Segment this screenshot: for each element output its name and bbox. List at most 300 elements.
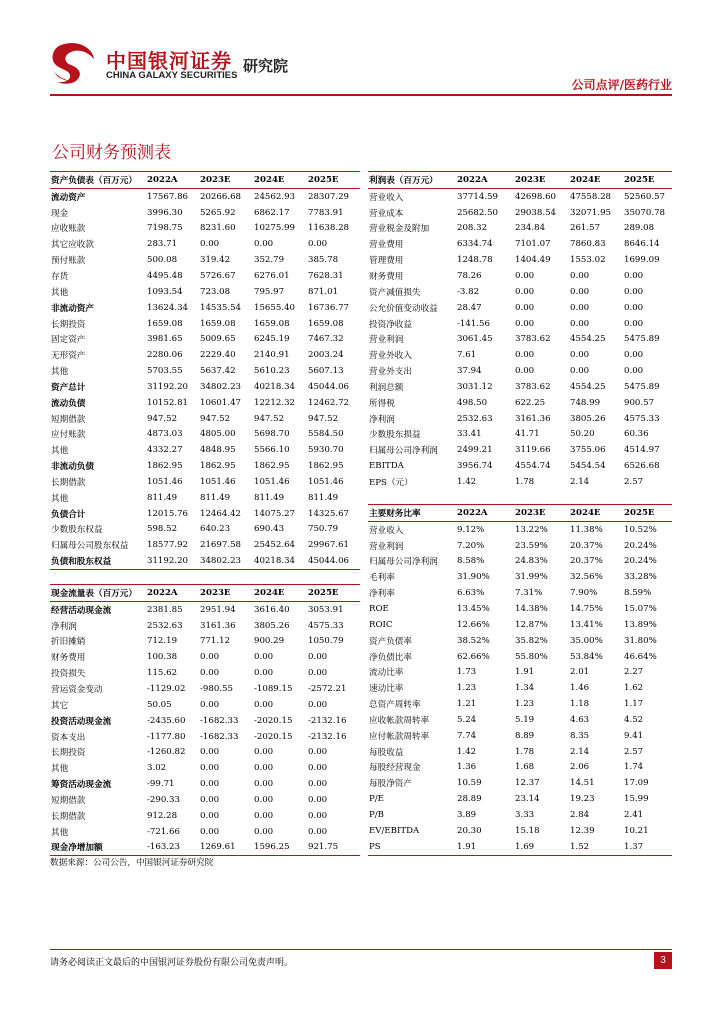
- value-cell: 795.97: [254, 286, 285, 297]
- table-row: [368, 474, 672, 490]
- value-cell: 10.21: [624, 825, 649, 836]
- value-cell: 35070.78: [624, 207, 666, 218]
- value-cell: 25682.50: [457, 207, 499, 218]
- table-row: [50, 284, 360, 300]
- value-cell: -1089.15: [254, 683, 293, 694]
- table-row: [50, 776, 360, 792]
- value-cell: 0.00: [570, 302, 590, 313]
- row-label: 毛利率: [369, 573, 395, 584]
- value-cell: 319.42: [200, 255, 231, 266]
- value-cell: 24.83%: [515, 556, 548, 567]
- value-cell: 0.00: [254, 668, 274, 679]
- value-cell: 0.00: [515, 286, 535, 297]
- table-row: [368, 442, 672, 458]
- value-cell: 15.18: [515, 825, 540, 836]
- table-row: [50, 760, 360, 776]
- value-cell: 28307.29: [308, 191, 350, 202]
- table-row: [368, 252, 672, 268]
- table-row: [368, 268, 672, 284]
- value-cell: 0.00: [254, 794, 274, 805]
- table-row: [50, 681, 360, 697]
- balance-sheet-table: [50, 171, 360, 570]
- year-header-cell: 2022A: [146, 585, 199, 602]
- value-cell: 7783.91: [308, 207, 344, 218]
- table-row: [368, 347, 672, 363]
- table-row: [50, 236, 360, 252]
- value-cell: 5726.67: [200, 270, 236, 281]
- value-cell: 5610.23: [254, 366, 290, 377]
- value-cell: 14.38%: [515, 603, 548, 614]
- row-label: 营业收入: [369, 525, 404, 536]
- value-cell: 13624.34: [147, 302, 189, 313]
- table-row: [368, 633, 672, 649]
- value-cell: 0.00: [254, 239, 274, 250]
- year-header-cell: 2023E: [199, 585, 253, 602]
- value-cell: 12.87%: [515, 619, 548, 630]
- value-cell: 748.99: [570, 397, 601, 408]
- value-cell: 0.00: [254, 747, 274, 758]
- value-cell: 1.37: [623, 839, 672, 855]
- value-cell: 3.33: [515, 809, 535, 820]
- value-cell: 5475.89: [624, 334, 660, 345]
- table-row: [50, 188, 360, 204]
- row-label: 归属母公司股东权益: [51, 541, 129, 552]
- value-cell: 385.78: [308, 255, 339, 266]
- table-row: [50, 808, 360, 824]
- value-cell: 7860.83: [570, 239, 606, 250]
- table-row: [368, 617, 672, 633]
- value-cell: 2140.91: [254, 350, 290, 361]
- value-cell: 2.06: [570, 762, 590, 773]
- value-cell: 3061.45: [457, 334, 493, 345]
- value-cell: 0.00: [308, 826, 328, 837]
- value-cell: 690.43: [254, 524, 285, 535]
- row-label: 营业费用: [369, 240, 404, 251]
- value-cell: 289.08: [624, 223, 655, 234]
- value-cell: 3119.66: [515, 445, 551, 456]
- row-label: 投资净收益: [369, 319, 412, 330]
- value-cell: 14325.67: [308, 508, 350, 519]
- brand-name-en: CHINA GALAXY SECURITIES: [106, 70, 238, 81]
- value-cell: 32.56%: [570, 572, 603, 583]
- row-label: 归属母公司净利润: [369, 446, 438, 457]
- value-cell: 0.00: [308, 239, 328, 250]
- value-cell: 25452.64: [254, 540, 296, 551]
- value-cell: 10601.47: [200, 397, 242, 408]
- table-row: [368, 363, 672, 379]
- value-cell: 7101.07: [515, 239, 551, 250]
- value-cell: 0.00: [570, 286, 590, 297]
- value-cell: 0.00: [515, 350, 535, 361]
- value-cell: 2499.21: [457, 445, 493, 456]
- value-cell: 0.00: [515, 302, 535, 313]
- value-cell: 2.01: [570, 667, 590, 678]
- value-cell: 3805.26: [254, 620, 290, 631]
- row-label: EPS（元）: [369, 477, 413, 488]
- row-label: 所得税: [369, 398, 395, 409]
- value-cell: 352.79: [254, 255, 285, 266]
- value-cell: 5.24: [457, 714, 477, 725]
- value-cell: 5584.50: [308, 429, 344, 440]
- value-cell: 0.00: [624, 302, 644, 313]
- value-cell: 1553.02: [570, 255, 606, 266]
- value-cell: 912.28: [147, 810, 178, 821]
- value-cell: -980.55: [200, 683, 233, 694]
- value-cell: 3.02: [147, 763, 167, 774]
- row-label: 速动比率: [369, 684, 404, 695]
- value-cell: 40218.34: [254, 381, 296, 392]
- value-cell: 640.23: [200, 524, 231, 535]
- value-cell: 11638.28: [308, 223, 350, 234]
- value-cell: 3031.12: [457, 381, 493, 392]
- value-cell: 34802.23: [199, 553, 253, 569]
- row-label: 净负债比率: [369, 652, 412, 663]
- footer-divider: [50, 949, 672, 950]
- value-cell: 8.89: [515, 730, 535, 741]
- value-cell: 20.30: [457, 825, 482, 836]
- value-cell: 5637.42: [200, 366, 236, 377]
- value-cell: 811.49: [200, 492, 231, 503]
- value-cell: 0.00: [308, 699, 328, 710]
- value-cell: 12.37: [515, 778, 540, 789]
- value-cell: 60.36: [624, 429, 649, 440]
- value-cell: 10152.81: [147, 397, 189, 408]
- table-row: [368, 411, 672, 427]
- table-row: [368, 538, 672, 554]
- value-cell: 14.75%: [570, 603, 603, 614]
- row-label: 其他: [51, 367, 69, 378]
- value-cell: 28.47: [457, 302, 482, 313]
- row-label: 经营活动现金流: [51, 605, 112, 616]
- value-cell: 12.39: [570, 825, 595, 836]
- table-row: [50, 300, 360, 316]
- table-header-row: [368, 172, 672, 189]
- table-row: [368, 458, 672, 474]
- table-row: [50, 634, 360, 650]
- value-cell: 234.84: [515, 223, 546, 234]
- year-header-cell: 2023E: [199, 172, 253, 189]
- row-label: 营业税金及附加: [369, 224, 430, 235]
- row-label: 少数股东权益: [51, 525, 103, 536]
- value-cell: 2229.40: [200, 350, 236, 361]
- table-row: [50, 268, 360, 284]
- value-cell: 5566.10: [254, 445, 290, 456]
- table-header-row: [50, 585, 360, 602]
- value-cell: 1.23: [515, 699, 535, 710]
- value-cell: 15.99: [624, 794, 649, 805]
- year-header-cell: 2023E: [514, 505, 569, 522]
- value-cell: 15.07%: [624, 603, 657, 614]
- value-cell: 1093.54: [147, 286, 183, 297]
- value-cell: 13.22%: [515, 524, 548, 535]
- value-cell: -2020.15: [254, 715, 293, 726]
- value-cell: 1.78: [515, 476, 535, 487]
- value-cell: 1.34: [515, 683, 535, 694]
- value-cell: -2132.16: [308, 731, 347, 742]
- value-cell: 622.25: [515, 397, 546, 408]
- value-cell: 29967.61: [308, 540, 350, 551]
- value-cell: 9.12%: [457, 524, 485, 535]
- header-divider: [50, 94, 672, 96]
- row-label: 投资活动现金流: [51, 716, 112, 727]
- table-row: [368, 601, 672, 617]
- value-cell: 14.51: [570, 778, 595, 789]
- row-label: 投资损失: [51, 669, 86, 680]
- galaxy-logo-icon: [47, 40, 97, 86]
- value-cell: 6526.68: [624, 461, 660, 472]
- row-label: 其他: [51, 827, 69, 838]
- row-label: 财务费用: [51, 653, 86, 664]
- value-cell: 45044.06: [308, 381, 350, 392]
- value-cell: 5009.65: [200, 334, 236, 345]
- table-row: [50, 252, 360, 268]
- value-cell: 3783.62: [515, 381, 551, 392]
- table-row: [368, 775, 672, 791]
- table-row: [368, 521, 672, 537]
- table-row: [368, 728, 672, 744]
- value-cell: 261.57: [570, 223, 601, 234]
- value-cell: 0.00: [624, 366, 644, 377]
- value-cell: 1.69: [514, 839, 569, 855]
- value-cell: 208.32: [457, 223, 488, 234]
- value-cell: 2381.85: [147, 604, 183, 615]
- year-header-cell: 2023E: [514, 172, 569, 189]
- value-cell: 13.89%: [624, 619, 657, 630]
- value-cell: 20.24%: [624, 556, 657, 567]
- value-cell: -721.66: [147, 826, 180, 837]
- value-cell: 4554.74: [515, 461, 551, 472]
- value-cell: 0.00: [200, 763, 220, 774]
- value-cell: 29038.54: [515, 207, 557, 218]
- value-cell: 78.26: [457, 270, 482, 281]
- table-row: [368, 823, 672, 839]
- value-cell: 10.59: [457, 778, 482, 789]
- cash-flow-table: [50, 584, 360, 856]
- value-cell: 6.63%: [457, 588, 485, 599]
- value-cell: 3.89: [457, 809, 477, 820]
- value-cell: 0.00: [200, 810, 220, 821]
- row-label: 长期借款: [51, 811, 86, 822]
- year-header-cell: 2024E: [569, 172, 623, 189]
- value-cell: 0.00: [570, 270, 590, 281]
- value-cell: 7.31%: [515, 588, 543, 599]
- value-cell: 1404.49: [515, 255, 551, 266]
- table-header-row: [368, 505, 672, 522]
- value-cell: 1596.25: [253, 840, 307, 856]
- value-cell: 1659.08: [147, 318, 183, 329]
- value-cell: 6862.17: [254, 207, 290, 218]
- value-cell: 0.00: [200, 239, 220, 250]
- value-cell: 1.91: [515, 667, 535, 678]
- row-label: 营运资金变动: [51, 684, 103, 695]
- value-cell: 7.20%: [457, 540, 485, 551]
- year-header-cell: 2025E: [307, 585, 360, 602]
- value-cell: 31.90%: [457, 572, 490, 583]
- value-cell: 2003.24: [308, 350, 344, 361]
- row-label: 财务费用: [369, 271, 404, 282]
- value-cell: 11.38%: [570, 524, 603, 535]
- value-cell: 900.29: [254, 636, 285, 647]
- row-label: 流动比率: [369, 668, 404, 679]
- table-row: [368, 696, 672, 712]
- row-label: 短期借款: [51, 795, 86, 806]
- value-cell: 34802.23: [200, 381, 242, 392]
- row-label: 其他: [51, 287, 69, 298]
- row-label: 筹资活动现金流: [51, 780, 112, 791]
- value-cell: 7.90%: [570, 588, 598, 599]
- table-title-cell: 现金流量表（百万元）: [50, 585, 146, 602]
- table-row: [368, 712, 672, 728]
- value-cell: 1.21: [457, 699, 477, 710]
- value-cell: 1.17: [624, 699, 644, 710]
- value-cell: 3161.36: [200, 620, 236, 631]
- value-cell: 3161.36: [515, 413, 551, 424]
- row-label: ROE: [369, 603, 389, 614]
- row-label: 其它应收款: [51, 240, 94, 251]
- value-cell: 53.84%: [570, 651, 603, 662]
- value-cell: 0.00: [308, 747, 328, 758]
- value-cell: 1.18: [570, 699, 590, 710]
- value-cell: 12015.76: [147, 508, 189, 519]
- value-cell: -99.71: [147, 779, 175, 790]
- table-row: [50, 474, 360, 490]
- value-cell: 0.00: [624, 350, 644, 361]
- value-cell: 8.59%: [624, 588, 652, 599]
- table-row: [50, 442, 360, 458]
- table-title-cell: 资产负债表（百万元）: [50, 172, 146, 189]
- value-cell: 2532.63: [147, 620, 183, 631]
- value-cell: 4805.00: [200, 429, 236, 440]
- value-cell: 19.23: [570, 794, 595, 805]
- table-row: [50, 427, 360, 443]
- table-title-cell: 利润表（百万元）: [368, 172, 456, 189]
- value-cell: -2572.21: [308, 683, 347, 694]
- brand-name-cn: 中国银河证券: [106, 49, 232, 73]
- row-label: 每股净资产: [369, 779, 412, 790]
- value-cell: 8231.60: [200, 223, 236, 234]
- page-number: 3: [654, 952, 672, 969]
- table-row: [368, 569, 672, 585]
- value-cell: 33.28%: [624, 572, 657, 583]
- value-cell: 46.64%: [624, 651, 657, 662]
- value-cell: 871.01: [308, 286, 339, 297]
- table-row: [50, 363, 360, 379]
- value-cell: 6334.74: [457, 239, 493, 250]
- value-cell: 1659.08: [308, 318, 344, 329]
- value-cell: -1177.80: [147, 731, 186, 742]
- value-cell: 4.52: [624, 714, 644, 725]
- value-cell: 16736.77: [308, 302, 350, 313]
- value-cell: 771.12: [200, 636, 231, 647]
- value-cell: 20.37%: [570, 540, 603, 551]
- table-row: [368, 205, 672, 221]
- value-cell: 62.66%: [457, 651, 490, 662]
- value-cell: 1862.95: [254, 461, 290, 472]
- value-cell: 100.38: [147, 652, 178, 663]
- value-cell: 2.14: [570, 476, 590, 487]
- value-cell: 0.00: [254, 652, 274, 663]
- value-cell: 0.00: [570, 366, 590, 377]
- year-header-cell: 2024E: [253, 172, 307, 189]
- row-label: 其他: [51, 493, 69, 504]
- table-row: [50, 379, 360, 395]
- value-cell: 31192.20: [146, 553, 199, 569]
- row-label: 长期借款: [51, 477, 86, 488]
- value-cell: 1.36: [457, 762, 477, 773]
- value-cell: 921.75: [307, 840, 360, 856]
- value-cell: -2020.15: [254, 731, 293, 742]
- value-cell: 0.00: [200, 747, 220, 758]
- value-cell: 0.00: [308, 779, 328, 790]
- value-cell: 0.00: [200, 794, 220, 805]
- value-cell: 14535.54: [200, 302, 242, 313]
- value-cell: 31.80%: [624, 635, 657, 646]
- value-cell: 50.20: [570, 429, 595, 440]
- table-row: [368, 744, 672, 760]
- report-category: 公司点评/医药行业: [571, 78, 672, 92]
- row-label: 营业成本: [369, 208, 404, 219]
- value-cell: 0.00: [200, 699, 220, 710]
- value-cell: 7467.32: [308, 334, 344, 345]
- value-cell: 6276.01: [254, 270, 290, 281]
- value-cell: 35.00%: [570, 635, 603, 646]
- row-label: P/E: [369, 794, 384, 805]
- value-cell: 3956.74: [457, 461, 493, 472]
- row-label: 净利润: [51, 621, 77, 632]
- table-row: [368, 395, 672, 411]
- value-cell: 1699.09: [624, 255, 660, 266]
- table-row: [368, 839, 672, 855]
- value-cell: 498.50: [457, 397, 488, 408]
- value-cell: -1682.33: [200, 731, 239, 742]
- value-cell: 0.00: [200, 826, 220, 837]
- value-cell: 10.52%: [624, 524, 657, 535]
- value-cell: 4873.03: [147, 429, 183, 440]
- year-header-cell: 2024E: [569, 505, 623, 522]
- value-cell: 5.19: [515, 714, 535, 725]
- value-cell: 50.05: [147, 699, 172, 710]
- row-label: 每股收益: [369, 747, 404, 758]
- value-cell: 2532.63: [457, 413, 493, 424]
- value-cell: 5475.89: [624, 381, 660, 392]
- row-label: 负债和股东权益: [50, 553, 146, 569]
- table-row: [368, 680, 672, 696]
- table-row: [368, 649, 672, 665]
- row-label: ROIC: [369, 619, 393, 630]
- table-row: [50, 792, 360, 808]
- table-row: [50, 205, 360, 221]
- value-cell: -2435.60: [147, 715, 186, 726]
- value-cell: 115.62: [147, 668, 178, 679]
- value-cell: 13.45%: [457, 603, 490, 614]
- table-row: [50, 537, 360, 553]
- row-label: 营业利润: [369, 541, 404, 552]
- row-label: 资本支出: [51, 732, 86, 743]
- value-cell: 2.57: [624, 476, 644, 487]
- table-row: [50, 713, 360, 729]
- table-row: [50, 395, 360, 411]
- table-row: [368, 379, 672, 395]
- value-cell: 20.37%: [570, 556, 603, 567]
- value-cell: 4514.97: [624, 445, 660, 456]
- table-row: [50, 649, 360, 665]
- value-cell: 598.52: [147, 524, 178, 535]
- value-cell: 1051.46: [200, 476, 236, 487]
- value-cell: 0.00: [515, 366, 535, 377]
- row-label: 现金净增加额: [50, 840, 146, 856]
- table-row: [50, 221, 360, 237]
- value-cell: 17567.86: [147, 191, 189, 202]
